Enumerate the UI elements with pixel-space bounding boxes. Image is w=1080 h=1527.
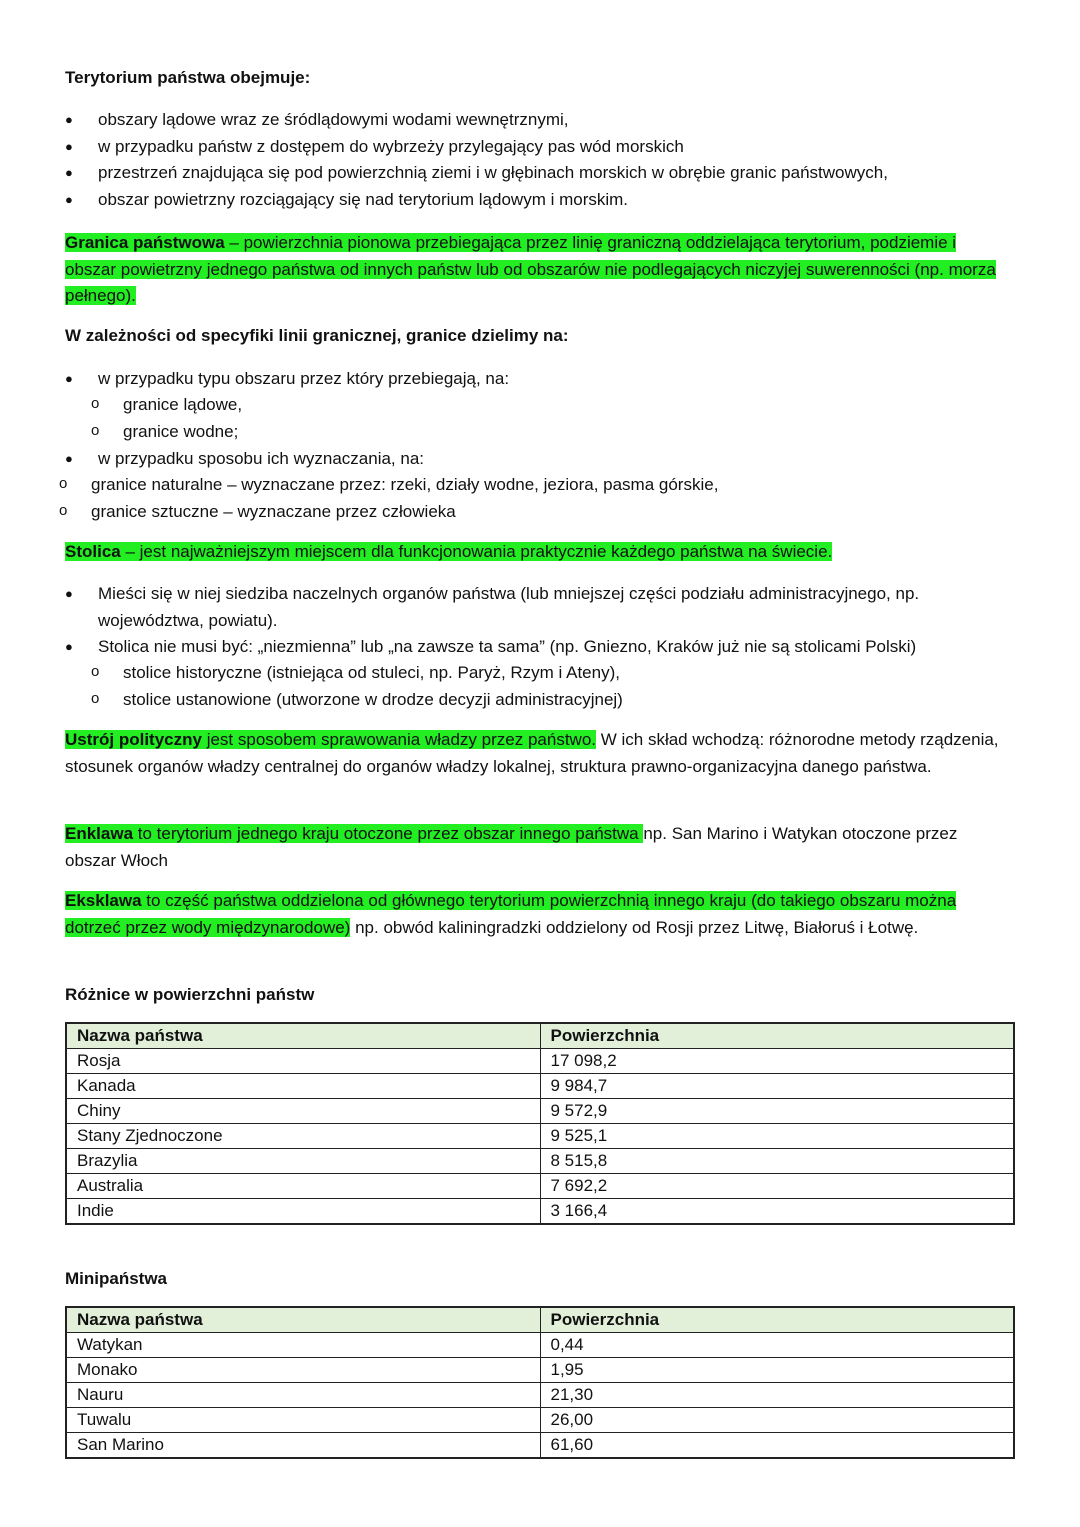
area-cell: 8 515,8 (540, 1149, 1014, 1174)
country-cell: Rosja (66, 1049, 540, 1074)
country-cell: Chiny (66, 1099, 540, 1124)
border-text: – powierzchnia pionowa przebiegająca przez linię graniczną oddzielająca terytorium, podziemie i obszar powietrzny jednego państwa od innych państw lub od obszarów nie podlegających niczyjej suwerenności (np. morza pełnego). (65, 233, 996, 305)
exclave-highlight: to część państwa oddzielona od głównego terytorium powierzchnią innego kraju (do takiego obszaru można dotrzeć przez wody międzynarodowe) (65, 891, 957, 937)
table-header-row (66, 1307, 1014, 1333)
division-list (65, 366, 1020, 393)
capital-text: – jest najważniejszym miejscem dla funkcjonowania praktycznie każdego państwa na świecie. (120, 542, 833, 561)
border-term: Granica państwowa (65, 233, 225, 252)
column-header-name: Nazwa państwa (66, 1023, 540, 1049)
list-item: o granice wodne; (65, 419, 1020, 446)
table-row (66, 1174, 1014, 1199)
list-item: o stolice ustanowione (utworzone w drodze decyzji administracyjnej) (65, 687, 1020, 714)
country-cell: Watykan (66, 1333, 540, 1358)
column-header-area: Powierzchnia (540, 1307, 1014, 1333)
table-row (66, 1074, 1014, 1099)
capital-sublist (65, 660, 1020, 713)
table-header-row (66, 1023, 1014, 1049)
table-row (66, 1124, 1014, 1149)
table-row (66, 1333, 1014, 1358)
enclave-term: Enklawa (65, 824, 134, 843)
area-cell: 0,44 (540, 1333, 1014, 1358)
country-cell: Stany Zjednoczone (66, 1124, 540, 1149)
table-row (66, 1149, 1014, 1174)
table-row (66, 1199, 1014, 1225)
area-sublist (65, 392, 1020, 445)
area-cell: 9 984,7 (540, 1074, 1014, 1099)
area-table-heading: Różnice w powierzchni państw (65, 985, 315, 1004)
area-table (65, 1022, 1015, 1225)
territory-heading: Terytorium państwa obejmuje: (65, 68, 311, 87)
country-cell: Kanada (66, 1074, 540, 1099)
list-item: ● w przypadku sposobu ich wyznaczania, na: (65, 446, 1020, 473)
country-cell: Indie (66, 1199, 540, 1225)
system-text: W ich skład wchodzą: różnorodne metody rządzenia, stosunek organów władzy centralnej do organów władzy lokalnej, struktura prawno-organizacyjna danego państwa. (65, 730, 999, 776)
area-cell: 1,95 (540, 1358, 1014, 1383)
list-item: ● przestrzeń znajdująca się pod powierzchnią ziemi i w głębinach morskich w obrębie granic państwowych, (65, 160, 1020, 187)
table-row (66, 1433, 1014, 1459)
capital-term: Stolica (65, 542, 121, 561)
area-cell: 26,00 (540, 1408, 1014, 1433)
exclave-term: Eksklawa (65, 891, 142, 910)
division-heading: W zależności od specyfiki linii granicznej, granice dzielimy na: (65, 326, 569, 345)
list-item: ● Stolica nie musi być: „niezmienna” lub „na zawsze ta sama” (np. Gniezno, Kraków już nie są stolicami Polski) (65, 634, 985, 661)
area-cell: 17 098,2 (540, 1049, 1014, 1074)
division-list-2 (65, 446, 1020, 473)
area-cell: 9 572,9 (540, 1099, 1014, 1124)
country-cell: San Marino (66, 1433, 540, 1459)
mini-table-heading: Minipaństwa (65, 1269, 168, 1288)
mini-table (65, 1306, 1015, 1459)
list-item: o granice lądowe, (65, 392, 1020, 419)
capital-definition (65, 539, 1020, 566)
list-item: ● obszary lądowe wraz ze śródlądowymi wodami wewnętrznymi, (65, 107, 1020, 134)
table-row (66, 1049, 1014, 1074)
method-sublist (65, 472, 1020, 525)
list-item: o granice sztuczne – wyznaczane przez człowieka (65, 499, 1020, 526)
area-cell: 21,30 (540, 1383, 1014, 1408)
country-cell: Brazylia (66, 1149, 540, 1174)
column-header-area: Powierzchnia (540, 1023, 1014, 1049)
table-row (66, 1408, 1014, 1433)
list-item: o stolice historyczne (istniejąca od stuleci, np. Paryż, Rzym i Ateny), (65, 660, 1020, 687)
table-row (66, 1383, 1014, 1408)
list-item: ● obszar powietrzny rozciągający się nad terytorium lądowym i morskim. (65, 187, 1020, 214)
system-term: Ustrój polityczny (65, 730, 202, 749)
border-definition (65, 230, 1010, 310)
list-item: ● w przypadku typu obszaru przez który przebiegają, na: (65, 366, 1020, 393)
list-item: ● Mieści się w niej siedziba naczelnych organów państwa (lub mniejszej części podziału administracyjnego, np. województwa, powiatu). (65, 581, 985, 634)
list-item: ● w przypadku państw z dostępem do wybrzeży przylegający pas wód morskich (65, 134, 1020, 161)
enclave-definition (65, 821, 990, 874)
exclave-text: np. obwód kaliningradzki oddzielony od Rosji przez Litwę, Białoruś i Łotwę. (350, 917, 919, 937)
system-highlight: jest sposobem sprawowania władzy przez państwo. (201, 730, 596, 749)
area-cell: 61,60 (540, 1433, 1014, 1459)
enclave-text: np. San Marino i Watykan otoczone przez obszar Włoch (65, 824, 958, 870)
column-header-name: Nazwa państwa (66, 1307, 540, 1333)
capital-list (65, 581, 985, 661)
area-cell: 3 166,4 (540, 1199, 1014, 1225)
country-cell: Tuwalu (66, 1408, 540, 1433)
system-definition (65, 727, 1020, 780)
list-item: o granice naturalne – wyznaczane przez: rzeki, działy wodne, jeziora, pasma górskie, (65, 472, 1020, 499)
territory-list (65, 107, 1020, 213)
country-cell: Australia (66, 1174, 540, 1199)
area-cell: 9 525,1 (540, 1124, 1014, 1149)
exclave-definition (65, 888, 990, 941)
country-cell: Monako (66, 1358, 540, 1383)
table-row (66, 1358, 1014, 1383)
area-cell: 7 692,2 (540, 1174, 1014, 1199)
country-cell: Nauru (66, 1383, 540, 1408)
enclave-highlight: to terytorium jednego kraju otoczone przez obszar innego państwa (133, 824, 644, 843)
table-row (66, 1099, 1014, 1124)
